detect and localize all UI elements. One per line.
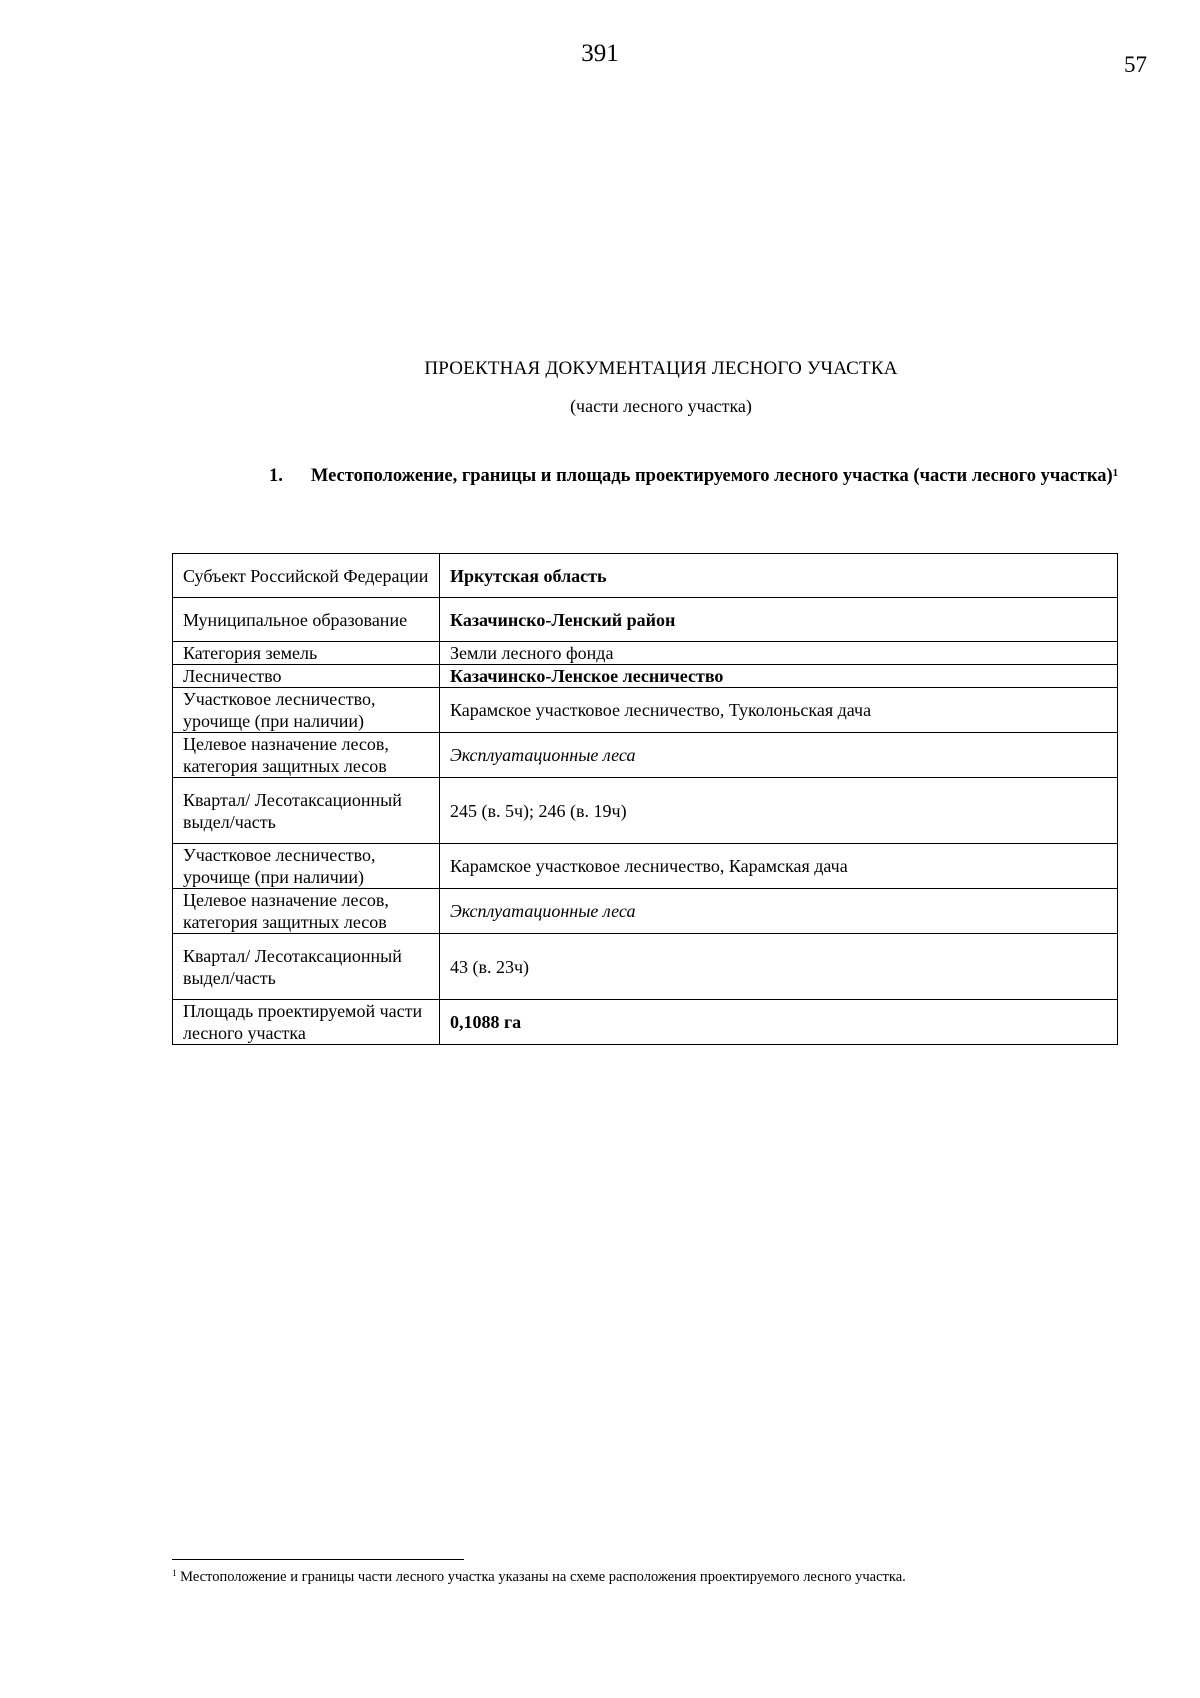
row-value: Эксплуатационные леса <box>440 733 1118 778</box>
section-heading-text <box>262 465 1122 487</box>
footnote-marker: 1 <box>172 1568 177 1578</box>
table-row <box>173 688 1118 733</box>
document-subtitle: (части лесного участка) <box>570 396 752 416</box>
row-label: Квартал/ Лесотаксационный выдел/часть <box>173 934 440 1000</box>
row-value: Казачинско-Ленское лесничество <box>440 665 1118 688</box>
section-number: 1. <box>269 466 283 486</box>
table-row <box>173 642 1118 665</box>
row-value: 43 (в. 23ч) <box>440 934 1118 1000</box>
table-row <box>173 598 1118 642</box>
page-number-right: 57 <box>1124 52 1147 77</box>
footnote-text: Местоположение и границы части лесного участка указаны на схеме расположения проектируемого лесного участка. <box>180 1569 906 1585</box>
table-row <box>173 934 1118 1000</box>
row-value: Иркутская область <box>440 554 1118 598</box>
footnote <box>172 1569 906 1586</box>
page-number-top: 391 <box>581 40 619 67</box>
row-label: Участковое лесничество, урочище (при наличии) <box>173 688 440 733</box>
row-value: Карамское участковое лесничество, Туколоньская дача <box>440 688 1118 733</box>
document-title: ПРОЕКТНАЯ ДОКУМЕНТАЦИЯ ЛЕСНОГО УЧАСТКА <box>424 358 898 379</box>
footnote-separator <box>172 1559 464 1560</box>
row-value: Земли лесного фонда <box>440 642 1118 665</box>
row-label: Площадь проектируемой части лесного участка <box>173 1000 440 1045</box>
row-label: Лесничество <box>173 665 440 688</box>
row-value: Карамское участковое лесничество, Карамская дача <box>440 844 1118 889</box>
row-label: Категория земель <box>173 642 440 665</box>
table-row <box>173 554 1118 598</box>
table-row <box>173 844 1118 889</box>
row-label: Целевое назначение лесов, категория защитных лесов <box>173 889 440 934</box>
row-label: Участковое лесничество, урочище (при наличии) <box>173 844 440 889</box>
row-label: Квартал/ Лесотаксационный выдел/часть <box>173 778 440 844</box>
table-row <box>173 665 1118 688</box>
row-label: Субъект Российской Федерации <box>173 554 440 598</box>
row-label: Муниципальное образование <box>173 598 440 642</box>
row-value: 245 (в. 5ч); 246 (в. 19ч) <box>440 778 1118 844</box>
footnote-reference[interactable]: 1 <box>1112 467 1119 479</box>
row-value: Казачинско-Ленский район <box>440 598 1118 642</box>
section-heading-label: Местоположение, границы и площадь проектируемого лесного участка (части лесного участка) <box>310 466 1113 486</box>
forest-plot-info-table <box>172 553 1118 1045</box>
table-row <box>173 733 1118 778</box>
row-value: Эксплуатационные леса <box>440 889 1118 934</box>
section-heading <box>262 465 1122 487</box>
row-value: 0,1088 га <box>440 1000 1118 1045</box>
table-row <box>173 778 1118 844</box>
row-label: Целевое назначение лесов, категория защитных лесов <box>173 733 440 778</box>
table-row <box>173 1000 1118 1045</box>
table-row <box>173 889 1118 934</box>
